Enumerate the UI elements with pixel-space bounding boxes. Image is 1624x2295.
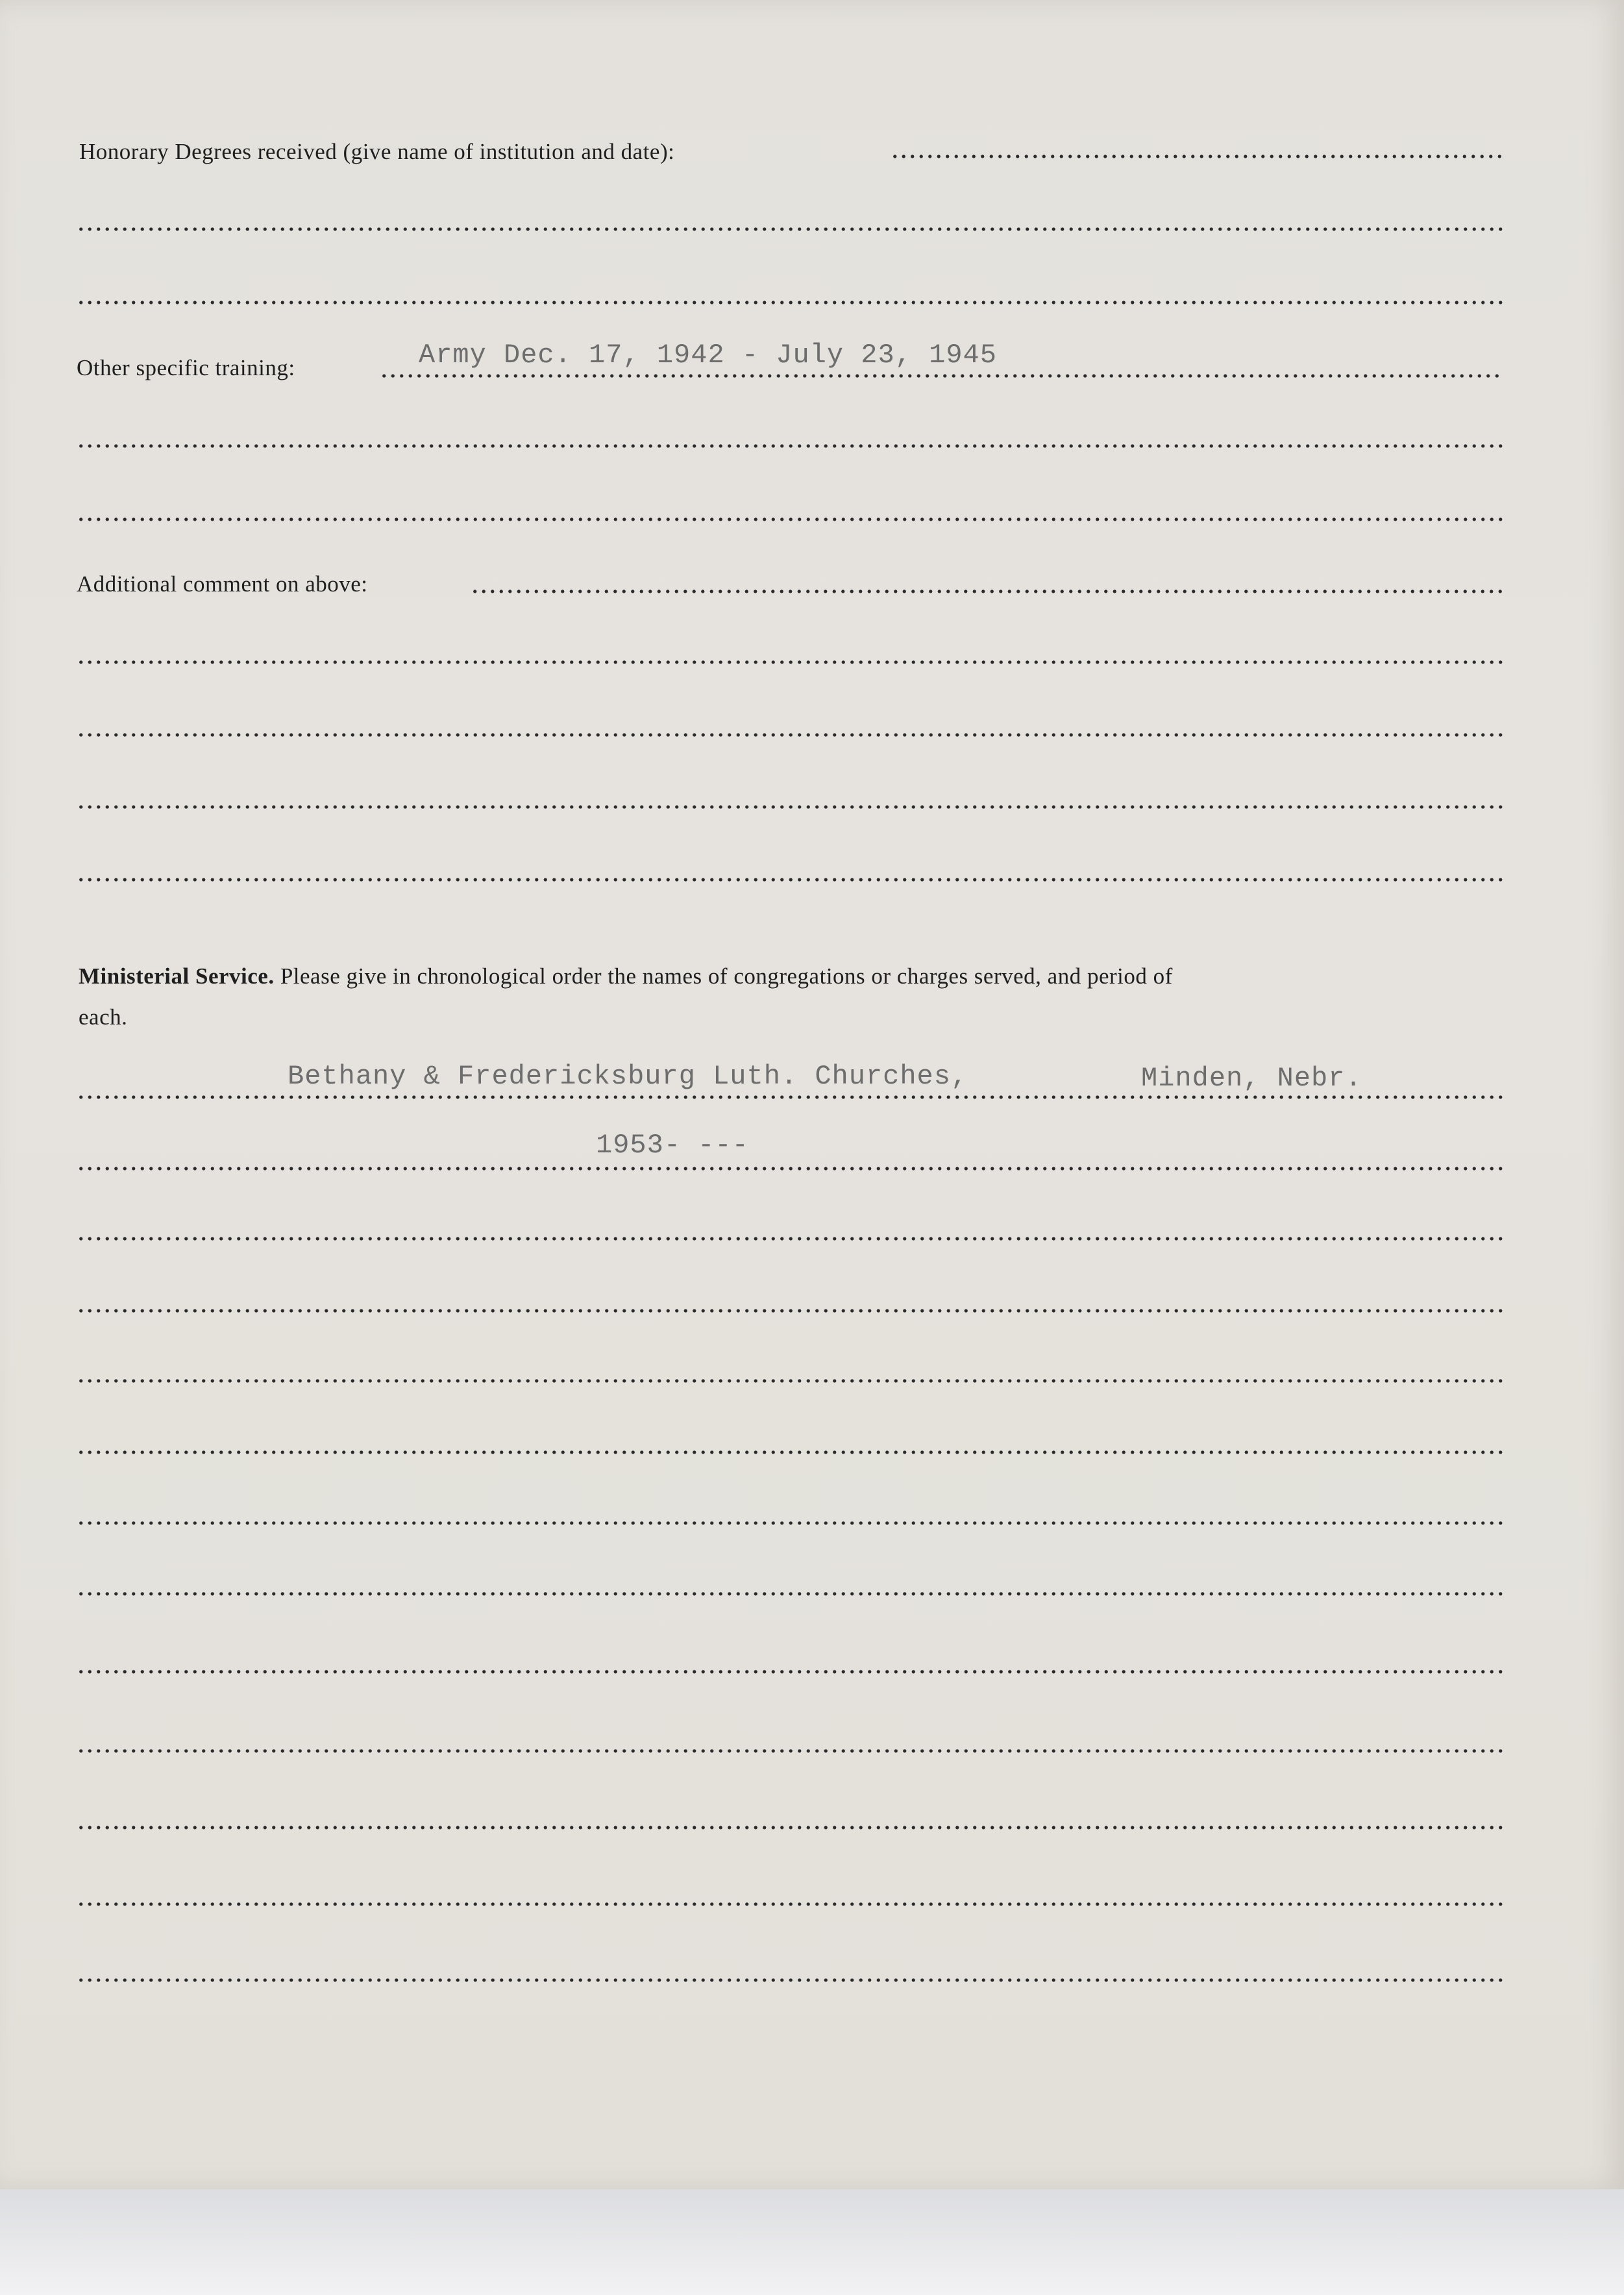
service-line-10[interactable]	[77, 1748, 1504, 1754]
service-line-7[interactable]	[77, 1520, 1504, 1526]
additional-comment-line-3[interactable]	[77, 732, 1504, 738]
service-line-12[interactable]	[77, 1902, 1504, 1907]
additional-comment-label: Additional comment on above:	[77, 571, 368, 597]
service-entry-1-period: 1953- ---	[596, 1130, 749, 1161]
ministerial-service-heading: Ministerial Service.	[79, 963, 275, 989]
honorary-degrees-label: Honorary Degrees received (give name of institution and date):	[79, 139, 675, 164]
service-line-3[interactable]	[77, 1236, 1504, 1241]
service-line-9[interactable]	[77, 1669, 1504, 1674]
service-line-6[interactable]	[77, 1450, 1504, 1455]
service-line-2[interactable]	[77, 1166, 1504, 1171]
additional-comment-line-2[interactable]	[77, 660, 1504, 665]
other-training-value: Army Dec. 17, 1942 - July 23, 1945	[419, 340, 997, 371]
service-line-8[interactable]	[77, 1591, 1504, 1596]
ministerial-service-instructions: Please give in chronological order the names of congregations or charges served, and period of	[280, 963, 1173, 989]
other-training-line-1[interactable]	[380, 373, 1504, 378]
ministerial-service-paragraph	[79, 963, 1173, 989]
other-training-line-2[interactable]	[77, 443, 1504, 449]
additional-comment-line-5[interactable]	[77, 877, 1504, 882]
scanner-background	[0, 2189, 1624, 2295]
additional-comment-line-1[interactable]	[471, 589, 1504, 594]
ministerial-service-instructions-cont: each.	[79, 1004, 128, 1030]
honorary-degrees-line-2[interactable]	[77, 227, 1504, 232]
service-line-1[interactable]	[77, 1095, 1504, 1100]
additional-comment-line-4[interactable]	[77, 804, 1504, 810]
honorary-degrees-line-1[interactable]	[891, 154, 1504, 159]
service-entry-1-name: Bethany & Fredericksburg Luth. Churches,	[288, 1061, 968, 1092]
other-training-label: Other specific training:	[77, 355, 295, 380]
service-line-5[interactable]	[77, 1378, 1504, 1383]
service-line-13[interactable]	[77, 1978, 1504, 1983]
service-line-4[interactable]	[77, 1308, 1504, 1313]
service-line-11[interactable]	[77, 1825, 1504, 1830]
honorary-degrees-line-3[interactable]	[77, 300, 1504, 305]
service-entry-1-location: Minden, Nebr.	[1141, 1063, 1362, 1094]
other-training-line-3[interactable]	[77, 517, 1504, 522]
